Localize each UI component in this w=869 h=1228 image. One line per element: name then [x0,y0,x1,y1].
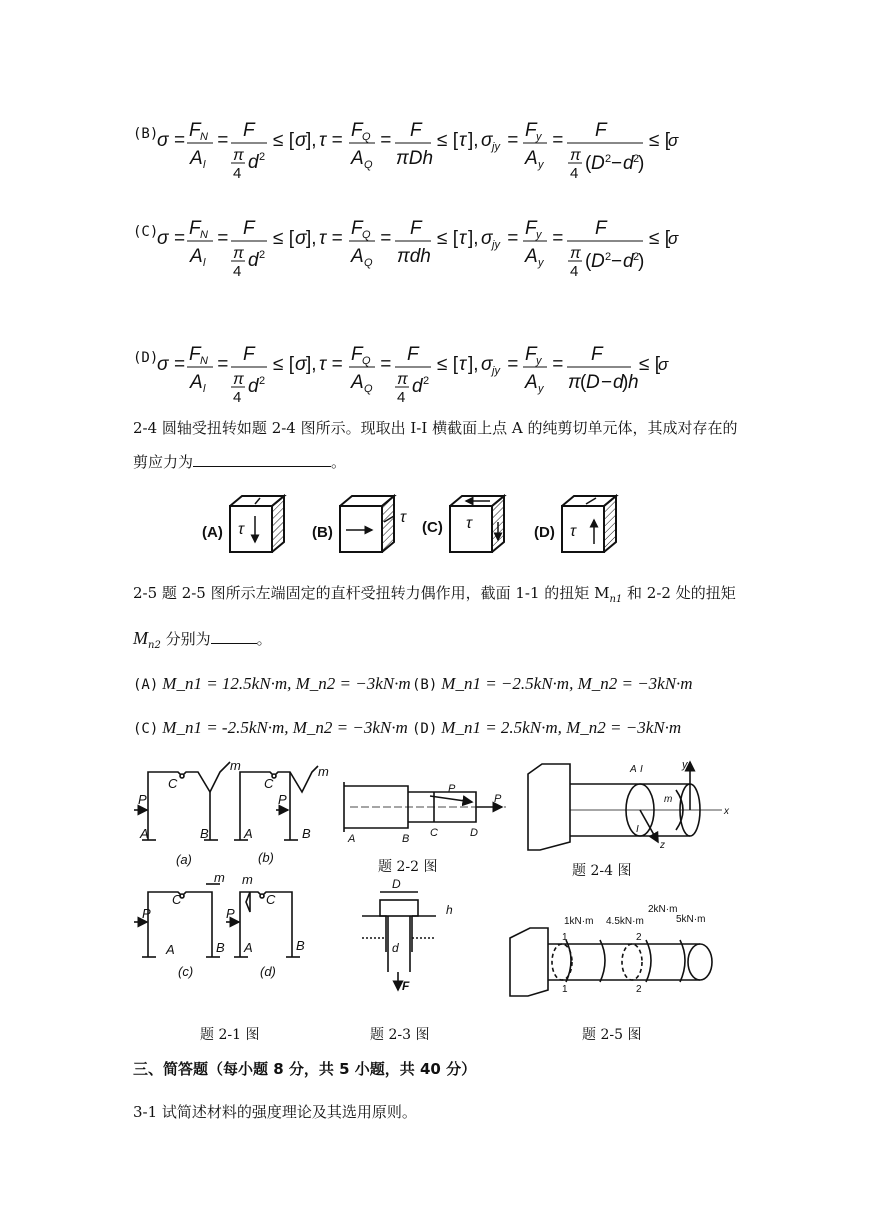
label-b: B [296,938,305,953]
svg-text:d: d [248,152,259,173]
option-value: M_n1 = 12.5kN·m, M_n2 = −3kN·m [162,674,411,693]
choice-d-label: (D) [534,524,555,541]
fig21-label-a: (a) [176,852,192,867]
svg-text:σ: σ [658,355,669,374]
svg-text:],: ], [306,130,317,151]
svg-text:y: y [538,383,544,395]
option-label: (C) [133,224,159,240]
q25-line2: 分别为 [160,630,211,648]
label-mn: m [664,794,673,805]
svg-text:l: l [203,383,206,395]
svg-text:τ =: τ = [319,354,343,375]
q24-text [133,416,753,484]
label-m: m [230,758,241,773]
svg-text:jy: jy [492,239,500,251]
svg-text:(: ( [585,153,592,174]
svg-text:=: = [507,130,519,151]
svg-text:F: F [243,344,255,365]
svg-text:l: l [203,257,206,269]
formula-d [155,336,675,406]
svg-text:A: A [351,372,364,393]
option-label: (C) [133,721,159,737]
svg-text:π: π [233,245,244,262]
svg-text:2: 2 [259,151,266,163]
option-label: (B) [133,126,159,142]
svg-text:2: 2 [259,375,266,387]
choice-b-label: (B) [312,524,333,541]
q25-option-d [412,718,681,738]
label-p: P [494,793,502,805]
svg-text:σ: σ [295,228,307,249]
answer-blank[interactable] [211,629,257,644]
fig-24 [528,762,722,850]
answer-blank[interactable] [193,452,331,467]
svg-text:A: A [525,148,538,169]
svg-text:],: ], [468,228,479,249]
svg-text:D: D [591,251,605,272]
q25-line1: 2-5 题 2-5 图所示左端固定的直杆受扭转力偶作用，截面 1-1 的扭矩 M [133,584,610,602]
q25-sub2: n2 [148,640,161,651]
svg-text:σ =: σ = [157,228,185,249]
label-m: m [242,872,253,887]
svg-text:N: N [200,355,208,367]
svg-text:=: = [217,130,229,151]
option-value: M_n1 = -2.5kN·m, M_n2 = −3kN·m [162,718,408,737]
label-p: P [448,783,456,795]
label-p: P [138,792,147,807]
fig-25 [510,928,712,996]
svg-text:F: F [189,120,201,141]
svg-text:π: π [570,245,581,262]
label-h: h [446,903,453,917]
svg-text:=: = [507,228,519,249]
label-d: D [392,877,401,891]
label-2: 2 [636,932,642,943]
svg-text:σ: σ [481,354,493,375]
svg-text:4: 4 [233,389,242,406]
svg-text:4: 4 [397,389,406,406]
svg-text:τ: τ [459,228,467,249]
option-label: (B) [412,677,438,693]
q24-line2: 剪应力为 [133,453,194,471]
q25-text [133,582,753,611]
label-p: P [226,906,235,921]
svg-text:A: A [525,372,538,393]
svg-text:F: F [189,218,201,239]
label-i: I [636,824,639,835]
svg-text:≤ [: ≤ [ [639,354,660,375]
svg-text:],: ], [468,354,479,375]
q25-option-b [412,674,693,694]
svg-text:τ: τ [459,130,467,151]
label-c: C [172,892,182,907]
label-i: I [640,764,643,775]
fig21-label-d: (d) [260,964,276,979]
svg-text:F: F [407,344,419,365]
q25-end: 。 [256,630,272,648]
label-b: B [216,940,225,955]
svg-text:π: π [570,147,581,164]
svg-text:2: 2 [633,251,640,263]
svg-text:F: F [351,218,363,239]
svg-text:σ: σ [295,130,307,151]
label-a: A [244,826,253,841]
svg-text:σ: σ [295,354,307,375]
label-a: A [348,833,356,845]
tau-b: τ [400,509,406,526]
svg-text:=: = [507,354,519,375]
label-d: D [470,827,478,839]
svg-text:=: = [552,130,564,151]
fig21-label-c: (c) [178,964,194,979]
svg-text:F: F [591,344,603,365]
fig23-caption: 题 2-3 图 [370,1027,430,1043]
svg-text:4: 4 [233,263,242,280]
svg-text:=: = [380,354,392,375]
svg-text:d: d [623,153,634,174]
svg-text:2: 2 [423,375,430,387]
svg-text:A: A [525,246,538,267]
svg-text:πdh: πdh [397,246,431,267]
svg-text:A: A [190,246,203,267]
moment-3: 2kN·m [648,904,678,915]
q24-end: 。 [331,453,347,471]
option-value: M_n1 = −2.5kN·m, M_n2 = −3kN·m [441,674,693,693]
label-c: C [264,776,274,791]
svg-text:=: = [380,228,392,249]
svg-text:D: D [591,153,605,174]
svg-text:): ) [622,372,629,393]
svg-text:π: π [397,371,408,388]
svg-text:N: N [200,229,208,241]
label-x: x [724,806,729,817]
q25-option-c [133,718,408,738]
svg-text:≤ [: ≤ [ [437,130,458,151]
svg-text:F: F [525,120,537,141]
svg-text:σ: σ [481,228,493,249]
svg-text:): ) [638,153,645,174]
svg-text:≤ [: ≤ [ [273,130,294,151]
svg-text:F: F [189,344,201,365]
q25-line1b: 和 2-2 处的扭矩 [622,584,736,602]
svg-text:≤ [: ≤ [ [649,130,670,151]
svg-text:πDh: πDh [396,148,434,169]
svg-text:y: y [536,131,542,143]
fig-24-choices [200,492,660,562]
svg-text:σ: σ [668,131,679,150]
svg-text:F: F [595,120,607,141]
svg-text:y: y [538,159,544,171]
q31-text: 3-1 试简述材料的强度理论及其选用原则。 [133,1103,417,1121]
svg-text:Q: Q [362,131,371,143]
svg-text:A: A [351,246,364,267]
fig-21d [226,892,300,957]
svg-text:=: = [217,228,229,249]
label-y: y [682,759,688,771]
svg-text:F: F [595,218,607,239]
choice-c-label: (C) [422,519,443,536]
svg-text:≤ [: ≤ [ [437,354,458,375]
fig21-label-b: (b) [258,850,274,865]
svg-text:h: h [628,372,639,393]
svg-text:F: F [351,344,363,365]
svg-text:σ =: σ = [157,130,185,151]
svg-text:4: 4 [570,165,579,182]
svg-text:2: 2 [633,153,640,165]
svg-text:σ: σ [481,130,493,151]
svg-text:d: d [623,251,634,272]
svg-text:d: d [248,250,259,271]
svg-text:F: F [410,120,422,141]
fig25-caption: 题 2-5 图 [582,1027,642,1043]
label-p: P [142,906,151,921]
svg-text:],: ], [306,354,317,375]
svg-text:τ =: τ = [319,228,343,249]
svg-text:−: − [611,153,623,174]
formula-b [155,112,679,182]
moment-2: 4.5kN·m [606,916,644,927]
label-a: A [166,942,175,957]
cube-b [340,496,394,552]
svg-text:d: d [412,376,423,397]
svg-text:y: y [538,257,544,269]
svg-text:],: ], [468,130,479,151]
svg-text:A: A [190,148,203,169]
label-b: B [402,833,410,845]
svg-text:−: − [601,372,613,393]
svg-text:],: ], [306,228,317,249]
svg-text:F: F [243,218,255,239]
figures-area [130,752,730,1052]
svg-text:Q: Q [362,355,371,367]
svg-text:F: F [351,120,363,141]
option-label: (D) [133,350,159,366]
svg-text:(: ( [585,251,592,272]
svg-text:≤ [: ≤ [ [273,228,294,249]
svg-text:≤ [: ≤ [ [273,354,294,375]
svg-text:): ) [638,251,645,272]
option-label: (D) [412,721,438,737]
fig22-caption: 题 2-2 图 [378,859,438,875]
label-z: z [660,840,665,851]
fig21-caption: 题 2-1 图 [200,1027,260,1043]
svg-text:=: = [380,130,392,151]
label-a: A [244,940,253,955]
svg-text:=: = [217,354,229,375]
fig-22 [344,782,506,832]
svg-text:τ: τ [459,354,467,375]
label-2: 2 [636,984,642,995]
svg-text:D: D [586,372,600,393]
tau-c: τ [466,515,472,532]
svg-text:σ: σ [668,229,679,248]
svg-text:σ =: σ = [157,354,185,375]
label-1: 1 [562,932,568,943]
label-a: A [630,764,637,775]
label-m: m [214,870,225,885]
svg-text:A: A [190,372,203,393]
fig24-caption: 题 2-4 图 [572,863,632,879]
svg-text:N: N [200,131,208,143]
svg-text:=: = [552,354,564,375]
svg-text:=: = [552,228,564,249]
svg-text:π: π [568,372,581,393]
svg-text:jy: jy [492,141,500,153]
svg-text:Q: Q [364,159,373,171]
svg-text:π: π [233,371,244,388]
tau-a: τ [238,521,244,538]
choice-a-label: (A) [202,524,223,541]
svg-text:π: π [233,147,244,164]
svg-text:y: y [536,229,542,241]
svg-text:jy: jy [492,365,500,377]
option-value: M_n1 = 2.5kN·m, M_n2 = −3kN·m [441,718,682,737]
q25-text2 [133,626,753,658]
cube-c [450,496,504,552]
svg-text:F: F [525,218,537,239]
svg-text:F: F [410,218,422,239]
svg-text:≤ [: ≤ [ [437,228,458,249]
moment-1: 1kN·m [564,916,594,927]
q25-sub1: n1 [609,594,623,605]
q25-option-a [133,674,411,694]
svg-text:F: F [243,120,255,141]
label-m: m [318,764,329,779]
svg-text:2: 2 [605,153,612,165]
svg-text:Q: Q [364,257,373,269]
svg-text:2: 2 [259,249,266,261]
option-label: (A) [133,677,159,693]
label-a: A [140,826,149,841]
svg-text:y: y [536,355,542,367]
label-d-small: d [392,941,399,955]
svg-text:2: 2 [605,251,612,263]
svg-text:−: − [611,251,623,272]
q25-m: M [133,628,148,648]
section-heading: 三、简答题（每小题 8 分，共 5 小题，共 40 分） [133,1060,477,1078]
label-f: F [402,979,410,993]
fig-23 [362,892,436,990]
svg-text:l: l [203,159,206,171]
label-p: P [278,792,287,807]
label-1: 1 [562,984,568,995]
svg-text:d: d [248,376,259,397]
tau-d: τ [570,523,576,540]
moment-4: 5kN·m [676,914,706,925]
svg-text:A: A [351,148,364,169]
svg-text:Q: Q [364,383,373,395]
formula-c [155,210,679,280]
q24-line1: 2-4 圆轴受扭转如题 2-4 图所示。现取出 I-I 横截面上点 A 的纯剪切单元体，其成对存在的 [133,419,738,437]
svg-text:4: 4 [570,263,579,280]
svg-text:Q: Q [362,229,371,241]
label-c: C [168,776,178,791]
svg-text:4: 4 [233,165,242,182]
svg-text:≤ [: ≤ [ [649,228,670,249]
svg-text:(: ( [580,372,587,393]
svg-text:d: d [613,372,624,393]
label-c: C [430,827,438,839]
label-b: B [200,826,209,841]
svg-text:τ =: τ = [319,130,343,151]
svg-text:F: F [525,344,537,365]
label-c: C [266,892,276,907]
label-b: B [302,826,311,841]
